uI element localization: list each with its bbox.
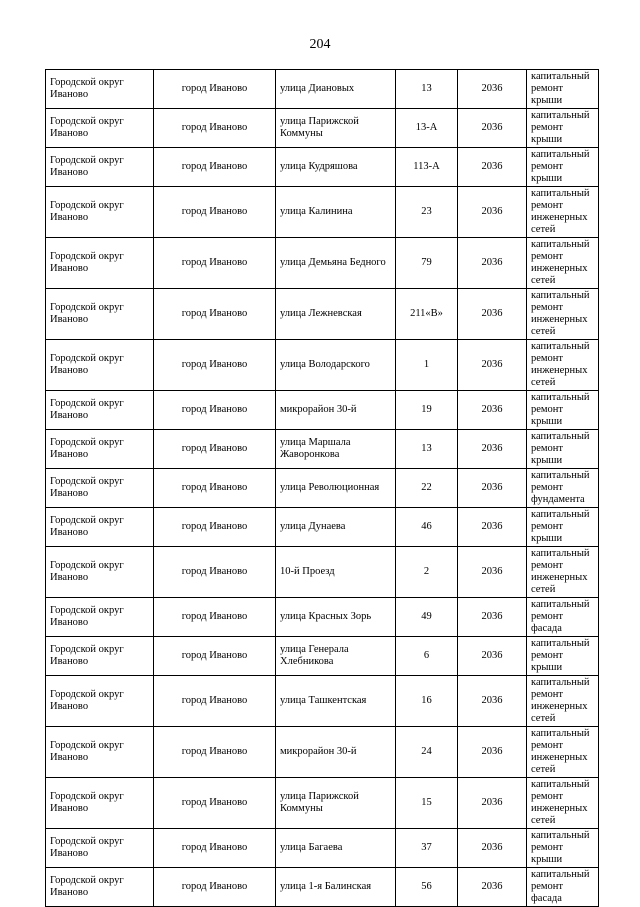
city-cell: город Иваново [154, 547, 276, 598]
year-cell: 2036 [458, 70, 527, 109]
city-cell: город Иваново [154, 598, 276, 637]
house-cell: 211«В» [396, 289, 458, 340]
district-cell: Городской округ Иваново [46, 676, 154, 727]
city-cell: город Иваново [154, 109, 276, 148]
district-cell: Городской округ Иваново [46, 727, 154, 778]
street-cell: микрорайон 30-й [276, 727, 396, 778]
work-type-cell: капитальный ремонт инженерных сетей [527, 676, 599, 727]
house-cell: 1 [396, 340, 458, 391]
year-cell: 2036 [458, 238, 527, 289]
street-cell: улица Парижской Коммуны [276, 109, 396, 148]
city-cell: город Иваново [154, 70, 276, 109]
table-row [46, 508, 599, 547]
table-row [46, 340, 599, 391]
table-row [46, 868, 599, 907]
year-cell: 2036 [458, 187, 527, 238]
house-cell: 37 [396, 829, 458, 868]
year-cell: 2036 [458, 508, 527, 547]
city-cell: город Иваново [154, 148, 276, 187]
work-type-cell: капитальный ремонт фасада [527, 598, 599, 637]
table-row [46, 289, 599, 340]
work-type-cell: капитальный ремонт крыши [527, 430, 599, 469]
year-cell: 2036 [458, 727, 527, 778]
street-cell: улица Багаева [276, 829, 396, 868]
year-cell: 2036 [458, 109, 527, 148]
year-cell: 2036 [458, 778, 527, 829]
city-cell: город Иваново [154, 430, 276, 469]
repair-schedule-table [45, 69, 599, 907]
year-cell: 2036 [458, 148, 527, 187]
city-cell: город Иваново [154, 676, 276, 727]
district-cell: Городской округ Иваново [46, 187, 154, 238]
house-cell: 79 [396, 238, 458, 289]
city-cell: город Иваново [154, 829, 276, 868]
district-cell: Городской округ Иваново [46, 598, 154, 637]
district-cell: Городской округ Иваново [46, 238, 154, 289]
city-cell: город Иваново [154, 340, 276, 391]
table-row [46, 637, 599, 676]
work-type-cell: капитальный ремонт крыши [527, 391, 599, 430]
work-type-cell: капитальный ремонт крыши [527, 109, 599, 148]
table-row [46, 778, 599, 829]
city-cell: город Иваново [154, 868, 276, 907]
year-cell: 2036 [458, 547, 527, 598]
table-row [46, 829, 599, 868]
year-cell: 2036 [458, 391, 527, 430]
house-cell: 56 [396, 868, 458, 907]
city-cell: город Иваново [154, 238, 276, 289]
house-cell: 13 [396, 70, 458, 109]
year-cell: 2036 [458, 289, 527, 340]
street-cell: улица Диановых [276, 70, 396, 109]
year-cell: 2036 [458, 598, 527, 637]
district-cell: Городской округ Иваново [46, 70, 154, 109]
street-cell: улица Калинина [276, 187, 396, 238]
street-cell: улица Лежневская [276, 289, 396, 340]
year-cell: 2036 [458, 868, 527, 907]
district-cell: Городской округ Иваново [46, 778, 154, 829]
year-cell: 2036 [458, 676, 527, 727]
house-cell: 16 [396, 676, 458, 727]
district-cell: Городской округ Иваново [46, 868, 154, 907]
work-type-cell: капитальный ремонт крыши [527, 508, 599, 547]
city-cell: город Иваново [154, 289, 276, 340]
table-row [46, 187, 599, 238]
street-cell: улица Ташкентская [276, 676, 396, 727]
street-cell: улица 1-я Балинская [276, 868, 396, 907]
district-cell: Городской округ Иваново [46, 340, 154, 391]
work-type-cell: капитальный ремонт инженерных сетей [527, 187, 599, 238]
work-type-cell: капитальный ремонт крыши [527, 829, 599, 868]
city-cell: город Иваново [154, 469, 276, 508]
house-cell: 15 [396, 778, 458, 829]
street-cell: 10-й Проезд [276, 547, 396, 598]
table-row [46, 70, 599, 109]
work-type-cell: капитальный ремонт фасада [527, 868, 599, 907]
table-row [46, 547, 599, 598]
street-cell: улица Революционная [276, 469, 396, 508]
district-cell: Городской округ Иваново [46, 508, 154, 547]
street-cell: улица Парижской Коммуны [276, 778, 396, 829]
district-cell: Городской округ Иваново [46, 829, 154, 868]
house-cell: 23 [396, 187, 458, 238]
city-cell: город Иваново [154, 508, 276, 547]
work-type-cell: капитальный ремонт инженерных сетей [527, 238, 599, 289]
house-cell: 46 [396, 508, 458, 547]
street-cell: улица Кудряшова [276, 148, 396, 187]
city-cell: город Иваново [154, 778, 276, 829]
house-cell: 19 [396, 391, 458, 430]
district-cell: Городской округ Иваново [46, 289, 154, 340]
street-cell: улица Володарского [276, 340, 396, 391]
street-cell: улица Красных Зорь [276, 598, 396, 637]
table-row [46, 727, 599, 778]
table-row [46, 238, 599, 289]
house-cell: 2 [396, 547, 458, 598]
street-cell: микрорайон 30-й [276, 391, 396, 430]
house-cell: 13 [396, 430, 458, 469]
district-cell: Городской округ Иваново [46, 469, 154, 508]
table-row [46, 148, 599, 187]
work-type-cell: капитальный ремонт инженерных сетей [527, 547, 599, 598]
street-cell: улица Дунаева [276, 508, 396, 547]
street-cell: улица Маршала Жаворонкова [276, 430, 396, 469]
district-cell: Городской округ Иваново [46, 547, 154, 598]
page-number: 204 [309, 37, 331, 52]
house-cell: 6 [396, 637, 458, 676]
street-cell: улица Генерала Хлебникова [276, 637, 396, 676]
district-cell: Городской округ Иваново [46, 430, 154, 469]
work-type-cell: капитальный ремонт инженерных сетей [527, 727, 599, 778]
city-cell: город Иваново [154, 187, 276, 238]
house-cell: 113-А [396, 148, 458, 187]
table-row [46, 391, 599, 430]
work-type-cell: капитальный ремонт крыши [527, 70, 599, 109]
district-cell: Городской округ Иваново [46, 148, 154, 187]
table-row [46, 598, 599, 637]
house-cell: 13-А [396, 109, 458, 148]
district-cell: Городской округ Иваново [46, 391, 154, 430]
work-type-cell: капитальный ремонт инженерных сетей [527, 289, 599, 340]
work-type-cell: капитальный ремонт фундамента [527, 469, 599, 508]
year-cell: 2036 [458, 340, 527, 391]
street-cell: улица Демьяна Бедного [276, 238, 396, 289]
work-type-cell: капитальный ремонт крыши [527, 148, 599, 187]
district-cell: Городской округ Иваново [46, 109, 154, 148]
year-cell: 2036 [458, 430, 527, 469]
table-row [46, 109, 599, 148]
city-cell: город Иваново [154, 391, 276, 430]
work-type-cell: капитальный ремонт инженерных сетей [527, 340, 599, 391]
table-row [46, 676, 599, 727]
year-cell: 2036 [458, 469, 527, 508]
district-cell: Городской округ Иваново [46, 637, 154, 676]
house-cell: 49 [396, 598, 458, 637]
table-row [46, 430, 599, 469]
work-type-cell: капитальный ремонт крыши [527, 637, 599, 676]
city-cell: город Иваново [154, 727, 276, 778]
house-cell: 22 [396, 469, 458, 508]
work-type-cell: капитальный ремонт инженерных сетей [527, 778, 599, 829]
house-cell: 24 [396, 727, 458, 778]
city-cell: город Иваново [154, 637, 276, 676]
table-row [46, 469, 599, 508]
year-cell: 2036 [458, 637, 527, 676]
year-cell: 2036 [458, 829, 527, 868]
